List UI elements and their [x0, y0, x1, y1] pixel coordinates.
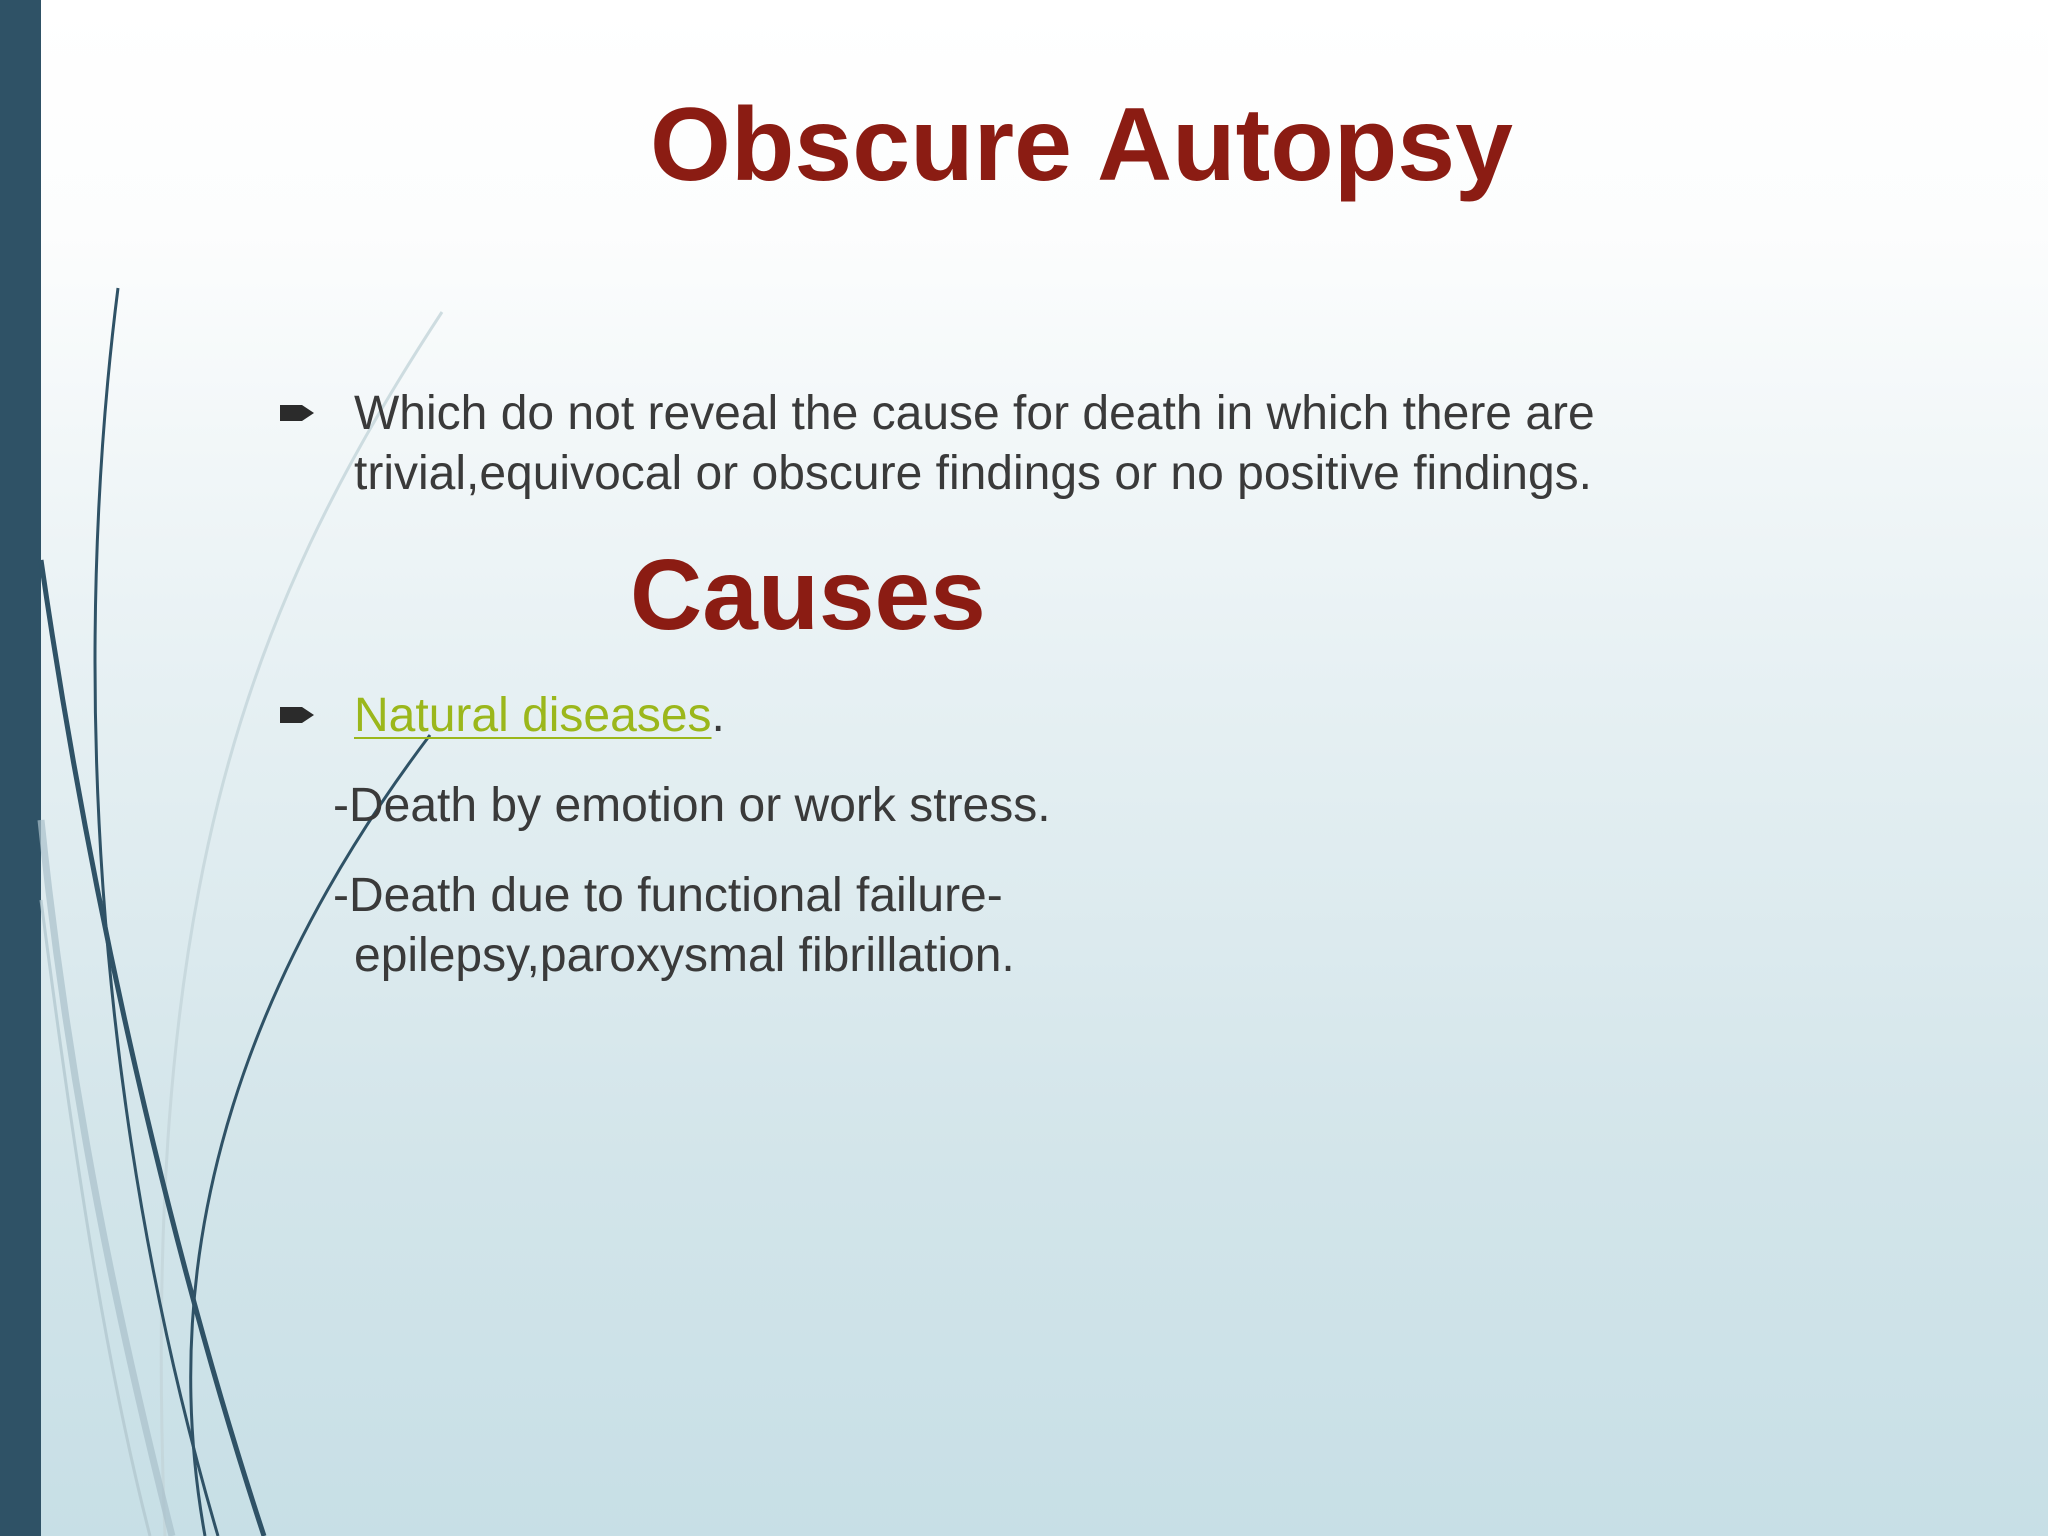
bullet-item-definition: [280, 384, 1754, 504]
arrow-bullet-icon: [280, 704, 314, 726]
sub-item-emotion-stress: -Death by emotion or work stress.: [333, 779, 1051, 832]
sub-item-functional-failure: -Death due to functional failure-: [333, 869, 1003, 922]
natural-diseases-suffix: .: [711, 689, 725, 742]
slide-title: Obscure Autopsy: [650, 87, 1513, 203]
sub-item-functional-failure-examples: epilepsy,paroxysmal fibrillation.: [354, 929, 1015, 982]
section-heading: Causes: [630, 539, 986, 651]
bullet-item-natural-diseases: [280, 686, 725, 746]
arrow-bullet-icon: [280, 402, 314, 424]
natural-diseases-line: [354, 686, 725, 746]
left-accent-bar: [0, 0, 41, 1536]
natural-diseases-link[interactable]: Natural diseases: [354, 689, 712, 742]
definition-text: Which do not reveal the cause for death in which there are trivial,equivocal or obscure findings or no positive findings.: [354, 387, 1595, 500]
